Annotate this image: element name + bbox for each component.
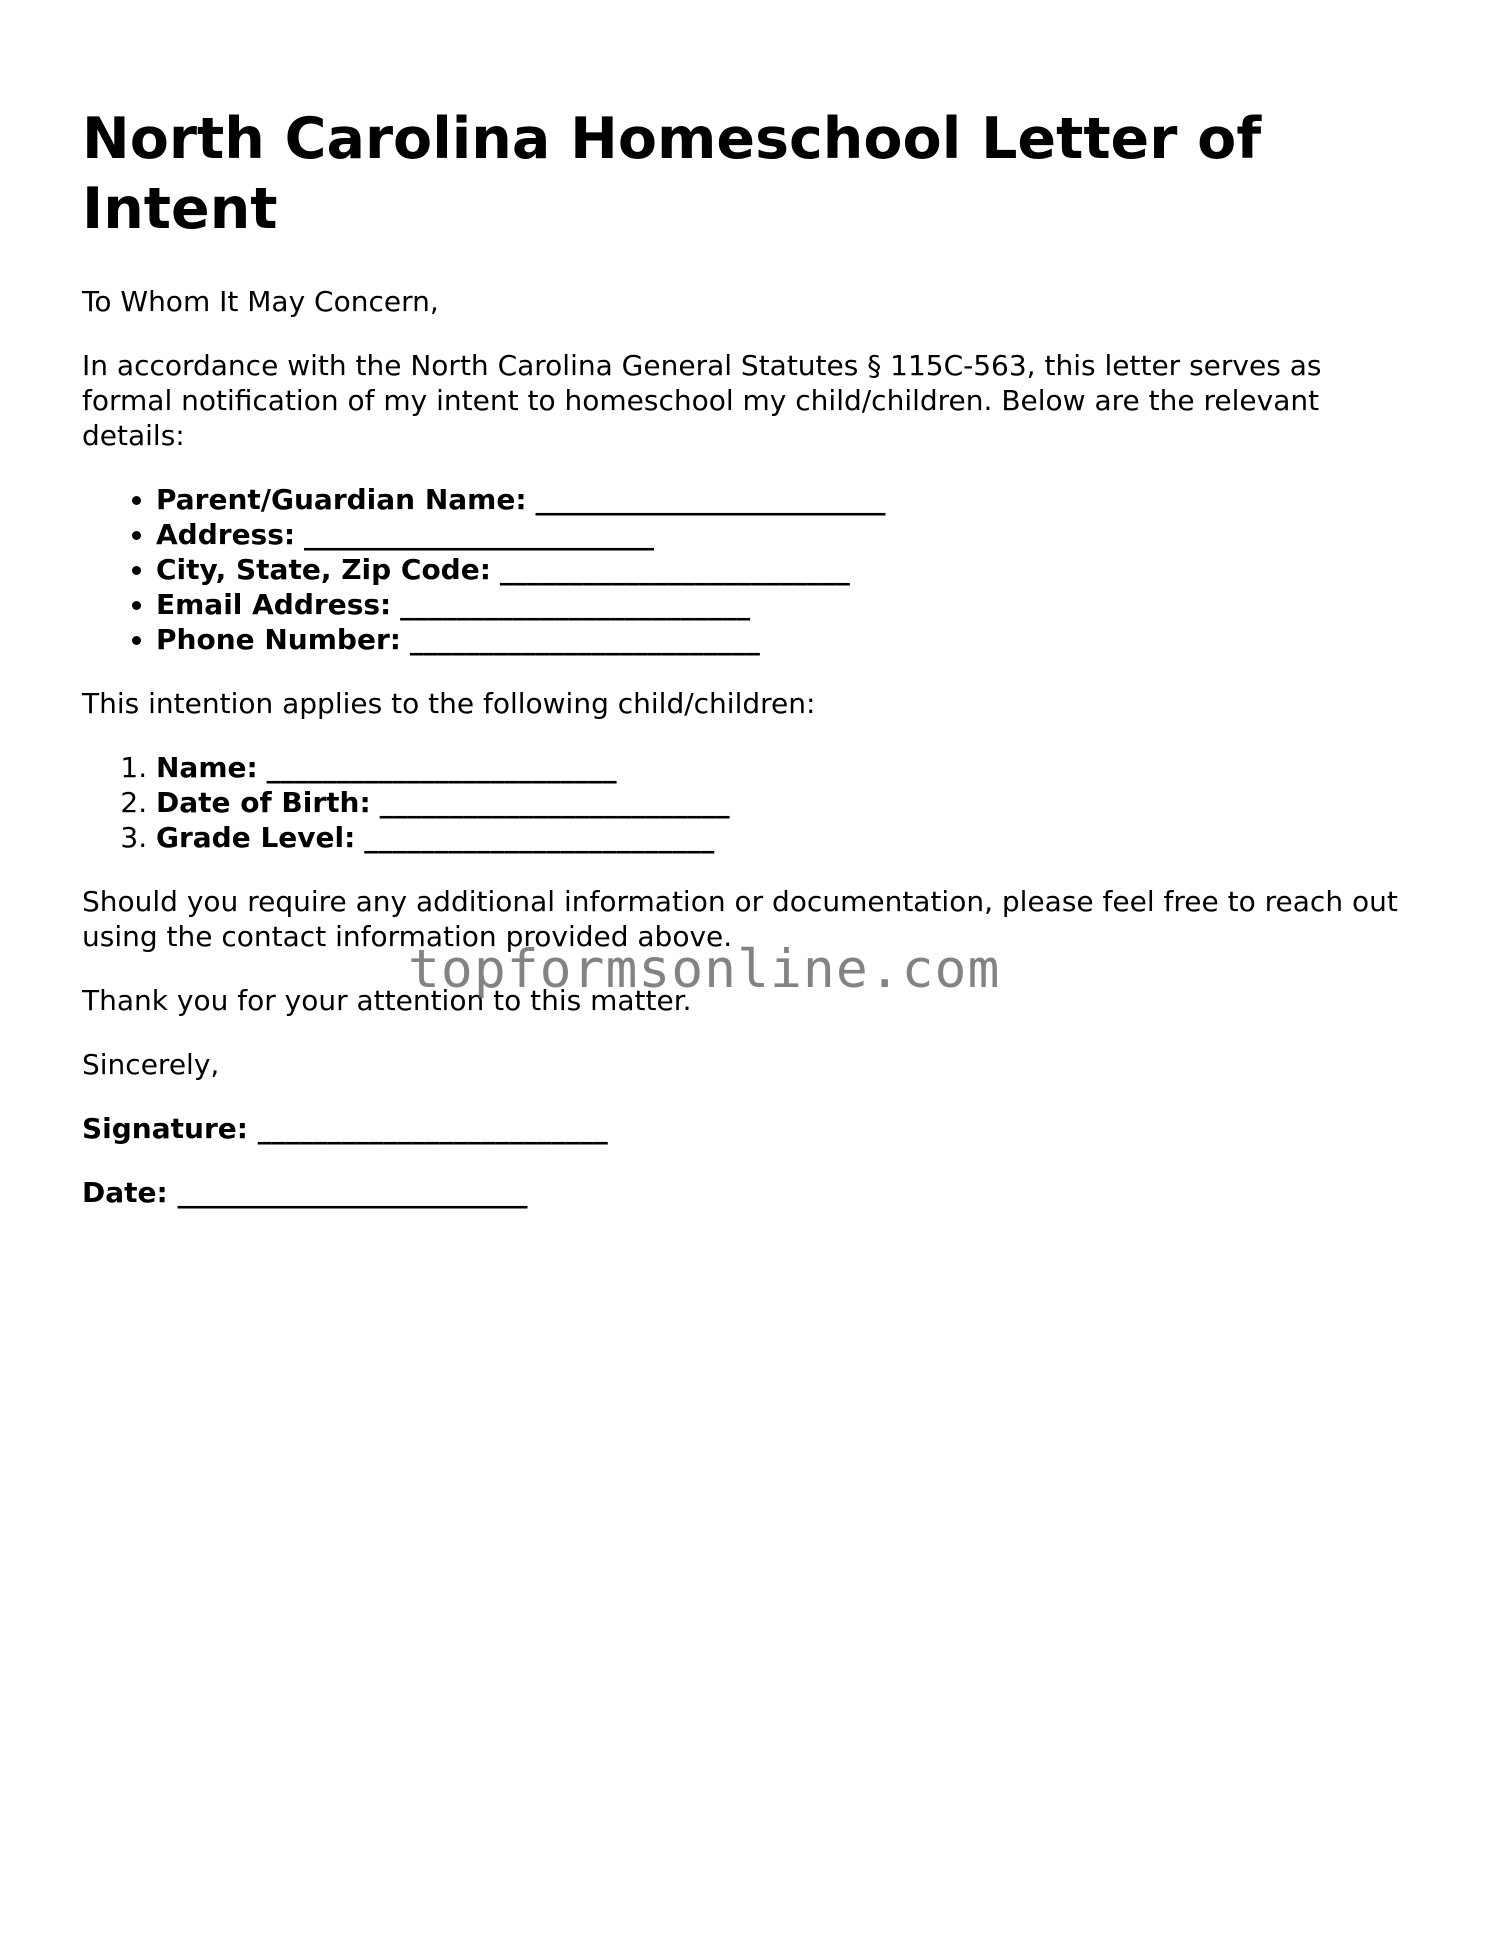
watermark: topformsonline.com [408,939,1001,1000]
blank-line[interactable]: _________________________ [535,483,886,516]
blank-line[interactable]: _________________________ [304,518,654,551]
list-item [156,587,1422,622]
field-label: Email Address: [156,588,392,621]
blank-line[interactable]: _________________________ [409,623,760,656]
child-details-list [82,750,1422,855]
signature-line [82,1111,1422,1146]
letter-page [82,0,1422,1210]
list-item [156,820,1422,855]
blank-line[interactable]: _________________________ [400,588,751,621]
field-label: Date of Birth: [156,786,371,819]
list-item [156,552,1422,587]
blank-line[interactable]: _________________________ [257,1112,608,1145]
sincerely-text: Sincerely, [82,1048,220,1081]
list-item [156,622,1422,657]
page-title: North Carolina Homeschool Letter of Intent [82,106,1262,242]
applies-paragraph: This intention applies to the following child/children: [82,687,816,720]
list-item [156,517,1422,552]
list-item [156,785,1422,820]
blank-line[interactable]: _________________________ [379,786,730,819]
field-label: City, State, Zip Code: [156,553,491,586]
field-label: Address: [156,518,296,551]
list-item [156,750,1422,785]
parent-details-list [82,482,1422,657]
list-item [156,482,1422,517]
blank-line[interactable]: _________________________ [499,553,850,586]
closing-paragraph: Should you require any additional information or documentation, please feel free to reach out using the contact information provided above. [82,885,1398,953]
field-label: Grade Level: [156,821,356,854]
intro-paragraph: In accordance with the North Carolina General Statutes § 115C-563, this letter serves as formal notification of my intent to homeschool my child/children. Below are the relevant details: [82,349,1322,452]
blank-line[interactable]: _________________________ [266,751,617,784]
blank-line[interactable]: _________________________ [177,1176,528,1209]
date-label: Date: [82,1176,168,1209]
field-label: Phone Number: [156,623,401,656]
field-label: Name: [156,751,258,784]
date-line [82,1175,1422,1210]
salutation: To Whom It May Concern, [82,285,439,318]
blank-line[interactable]: _________________________ [364,821,715,854]
signature-label: Signature: [82,1112,248,1145]
field-label: Parent/Guardian Name: [156,483,527,516]
thanks-paragraph: Thank you for your attention to this matter. [82,984,692,1017]
